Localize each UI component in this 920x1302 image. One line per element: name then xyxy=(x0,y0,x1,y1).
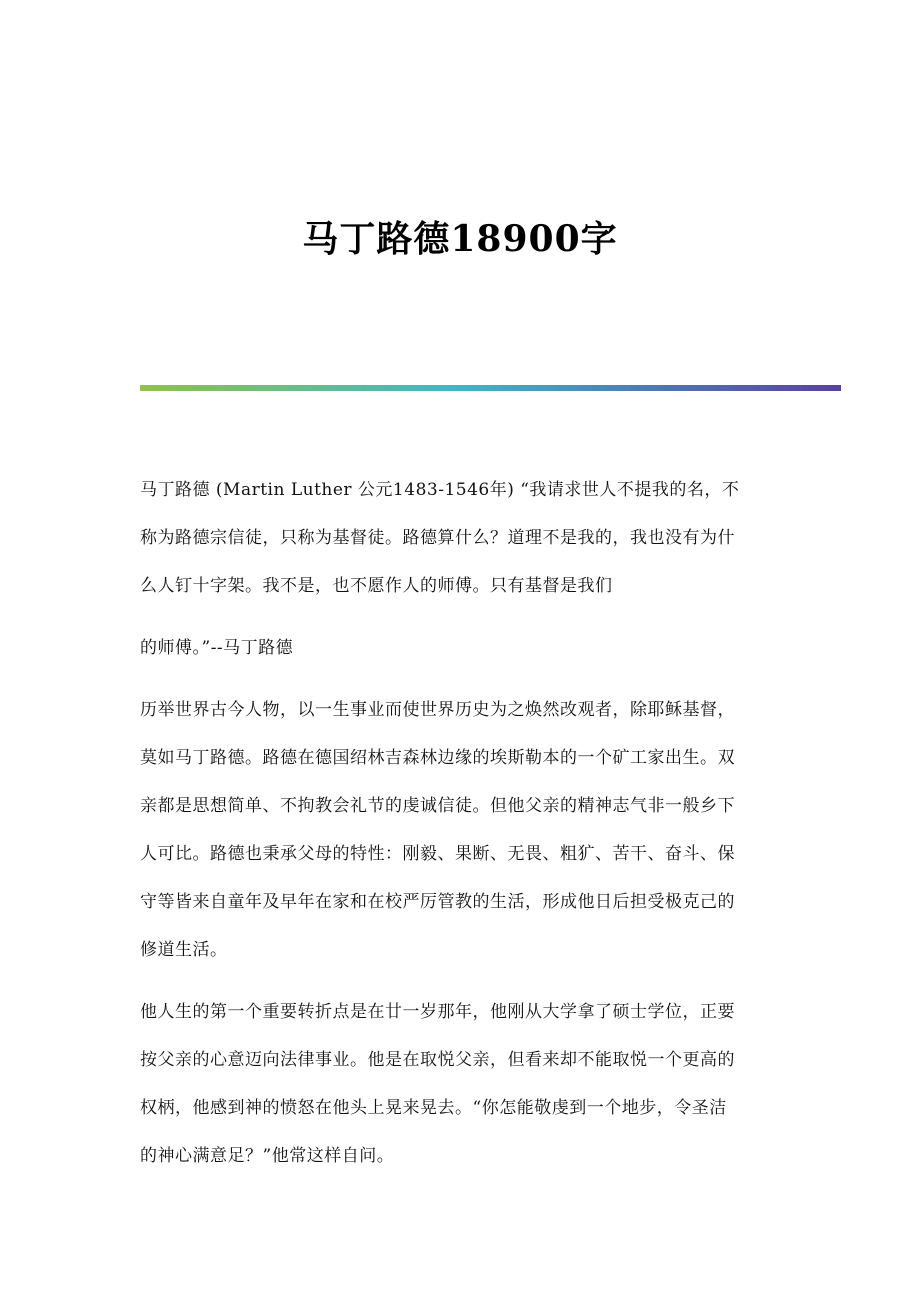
paragraph-turning-point: 他人生的第一个重要转折点是在廿一岁那年，他刚从大学拿了硕士学位，正要 按父亲的心意迈向法律事业。他是在取悦父亲，但看来却不能取悦一个更高的 权柄，他感到神的愤怒在他头上晃来晃去。“你怎能敬虔到一个地步，令圣洁 的神心满意足？”他常这样自问。 xyxy=(140,1002,735,1166)
paragraph-quote-attribution: 的师傅。”--马丁路德 xyxy=(140,638,294,658)
title-divider xyxy=(140,385,841,391)
document-title: 马丁路德18900字 xyxy=(302,218,618,260)
paragraph-quote: 马丁路德 (Martin Luther 公元1483-1546年) “我请求世人不提我的名，不 称为路德宗信徒，只称为基督徒。路德算什么？道理不是我的，我也没有为什 么人钉十字架。我不是，也不愿作人的师傅。只有基督是我们 xyxy=(140,480,740,596)
paragraph-intro: 历举世界古今人物，以一生事业而使世界历史为之焕然改观者，除耶稣基督， 莫如马丁路德。路德在德国绍林吉森林边缘的埃斯勒本的一个矿工家出生。双 亲都是思想简单、不拘教会礼节的虔诚信徒。但他父亲的精神志气非一般乡下 人可比。路德也秉承父母的特性：刚毅、果断、无畏、粗犷、苦干、奋斗、保 守等皆来自童年及早年在家和在校严厉管教的生活，形成他日后担受极克己的 修道生活。 xyxy=(140,700,735,960)
document-body xyxy=(140,466,772,1194)
